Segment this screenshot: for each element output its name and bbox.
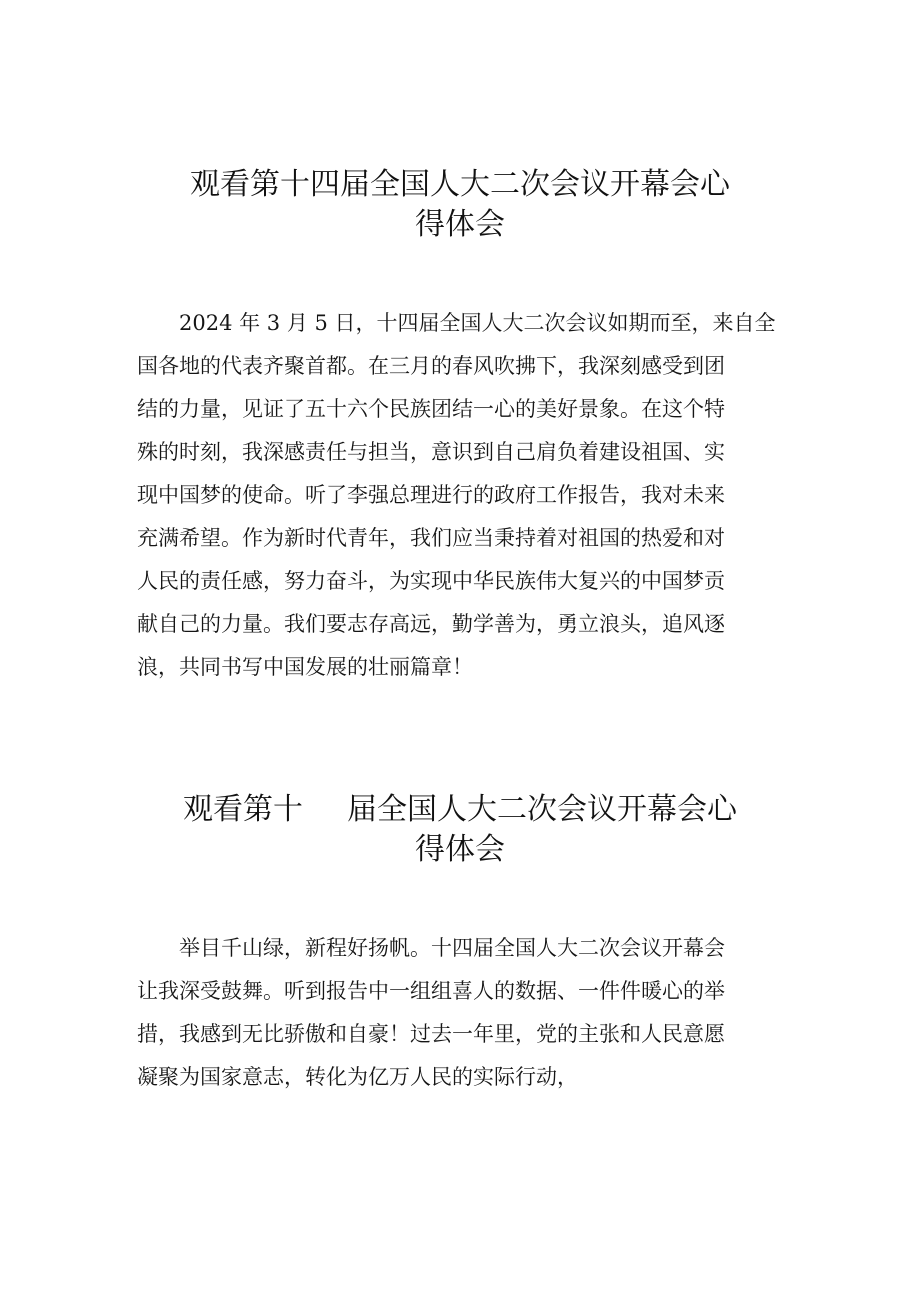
paragraph-line: 人民的责任感，努力奋斗，为实现中华民族伟大复兴的中国梦贡 (137, 569, 725, 593)
section-1-paragraph (137, 302, 797, 689)
paragraph-line: 殊的时刻，我深感责任与担当，意识到自己肩负着建设祖国、实 (137, 440, 725, 464)
paragraph-line: 措，我感到无比骄傲和自豪！过去一年里，党的主张和人民意愿 (137, 1022, 725, 1046)
section-1-title-line-1: 观看第十四届全国人大二次会议开幕会心 (190, 167, 730, 202)
paragraph-line: 国各地的代表齐聚首都。在三月的春风吹拂下，我深刻感受到团 (137, 354, 725, 378)
paragraph-line: 让我深受鼓舞。听到报告中一组组喜人的数据、一件件暖心的举 (137, 979, 725, 1003)
section-2-title-line-1 (183, 792, 737, 827)
paragraph-line: 献自己的力量。我们要志存高远，勤学善为，勇立浪头，追风逐 (137, 612, 725, 636)
section-2-title (0, 790, 920, 870)
section-2-title-part-2: 届全国人大二次会议开幕会心 (347, 792, 737, 827)
section-1-title (0, 165, 920, 245)
paragraph-line: 现中国梦的使命。听了李强总理进行的政府工作报告，我对未来 (137, 483, 725, 507)
section-2-title-line-2: 得体会 (415, 832, 505, 867)
paragraph-line: 举目千山绿，新程好扬帆。十四届全国人大二次会议开幕会 (179, 936, 725, 960)
section-2-title-part-1: 观看第十 (183, 792, 303, 827)
paragraph-line: 2024 年 3 月 5 日，十四届全国人大二次会议如期而至，来自全 (179, 311, 776, 335)
paragraph-line: 浪，共同书写中国发展的壮丽篇章！ (137, 655, 473, 679)
paragraph-line: 结的力量，见证了五十六个民族团结一心的美好景象。在这个特 (137, 397, 725, 421)
section-2-paragraph (137, 927, 797, 1099)
section-1-title-line-2: 得体会 (415, 207, 505, 242)
paragraph-line: 凝聚为国家意志，转化为亿万人民的实际行动， (137, 1065, 578, 1089)
paragraph-line: 充满希望。作为新时代青年，我们应当秉持着对祖国的热爱和对 (137, 526, 725, 550)
